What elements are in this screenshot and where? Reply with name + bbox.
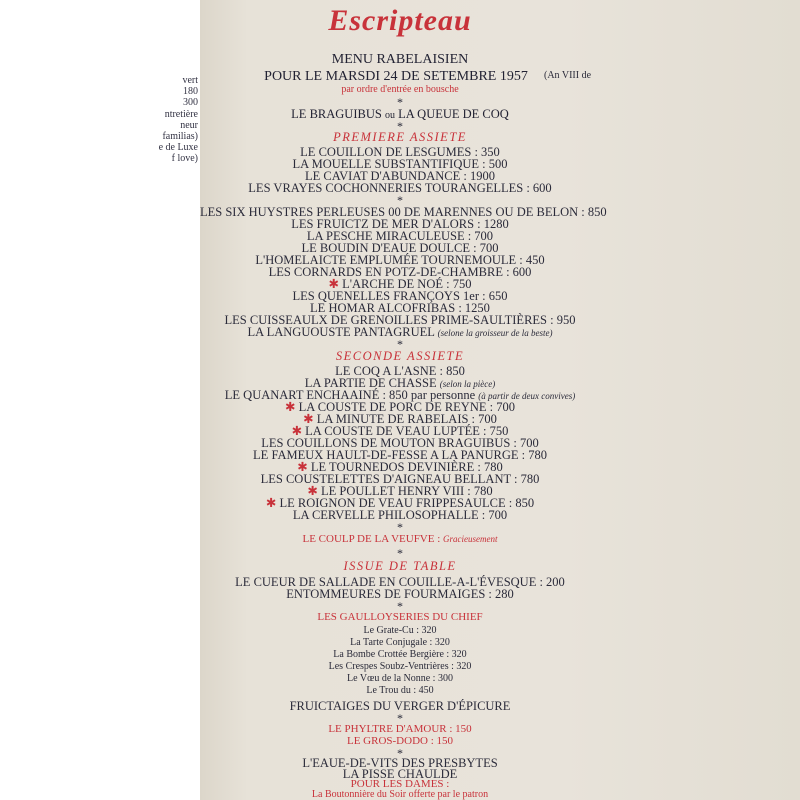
menu-item: LES CORNARDS EN POTZ-DE-CHAMBRE : 600 [268, 265, 532, 279]
menu-item: LA PESCHE MIRACULEUSE : 700 [306, 229, 494, 243]
left-note-1: vert [182, 75, 198, 86]
menu-item-red: LE PHYLTRE D'AMOUR : 150 [328, 723, 472, 735]
menu-item: LE HOMAR ALCOFRIBAS : 1250 [310, 301, 490, 315]
menu-item: LA LANGUOUSTE PANTAGRUEL (selone la groisseur de la beste) [247, 325, 553, 339]
menu-item: ✱ L'ARCHE DE NOÉ : 750 [328, 277, 472, 291]
menu-item: LE COUILLON DE LESGUMES : 350 [300, 145, 500, 159]
menu-item: ✱ LA COUSTE DE PORC DE REYNE : 700 [285, 400, 515, 414]
menu-item: LA MOUELLE SUBSTANTIFIQUE : 500 [292, 157, 508, 171]
menu-item: LES VRAYES COCHONNERIES TOURANGELLES : 600 [248, 181, 552, 195]
section-seconde-assiete: SECONDE ASSIETE [335, 349, 465, 363]
menu-item: LE QUANART ENCHAAINÉ : 850 par personne (à partir de deux convives) [224, 388, 576, 402]
separator-star: * [397, 119, 403, 133]
menu-item: L'HOMELAICTE EMPLUMÉE TOURNEMOULE : 450 [255, 253, 545, 267]
menu-item: LES QUENELLES FRANÇOYS 1er : 650 [292, 289, 508, 303]
menu-item: Les Crespes Soubz-Ventrières : 320 [328, 661, 472, 672]
separator-star: * [397, 520, 403, 534]
section-premiere-assiete: PREMIERE ASSIETE [333, 130, 467, 144]
separator-star: * [397, 746, 403, 760]
menu-item: LE CAVIAT D'ABUNDANCE : 1900 [305, 169, 495, 183]
menu-item: Le Trou du : 450 [366, 685, 434, 696]
red-star-icon: ✱ [285, 400, 299, 414]
an-viii-note: (An VIII de [544, 70, 592, 81]
menu-item: ✱ LE ROIGNON DE VEAU FRIPPESAULCE : 850 [265, 496, 535, 510]
separator-star: * [397, 193, 403, 207]
left-note-3: 300 [183, 97, 198, 108]
pour-les-dames: POUR LES DAMES : [350, 778, 450, 790]
menu-item: LES COUSTELETTES D'AIGNEAU BELLANT : 780 [260, 472, 540, 486]
menu-item: LE CUEUR DE SALLADE EN COUILLE-A-L'ÉVESQUE : 200 [235, 575, 565, 589]
menu-title: Escripteau [328, 4, 472, 37]
left-note-7: e de Luxe [158, 142, 198, 153]
red-star-icon: ✱ [328, 277, 343, 291]
menu-item: FRUICTAIGES DU VERGER D'ÉPICURE [289, 699, 511, 713]
menu-item: LES CUISSEAULX DE GRENOILLES PRIME-SAULTIÈRES : 950 [224, 313, 576, 327]
menu-item: La Tarte Conjugale : 320 [350, 637, 450, 648]
separator-star: * [397, 711, 403, 725]
menu-item: La Bombe Crottée Bergière : 320 [333, 649, 467, 660]
menu-item: LES FRUICTZ DE MER D'ALORS : 1280 [291, 217, 509, 231]
separator-star: * [397, 95, 403, 109]
red-star-icon: ✱ [265, 496, 280, 510]
menu-item: Le Vœu de la Nonne : 300 [347, 673, 453, 684]
opening-braguibus: LE BRAGUIBUS [291, 107, 382, 121]
separator-star: * [397, 599, 403, 613]
menu-item-red: LE GROS-DODO : 150 [346, 735, 454, 747]
opening-queue-de-coq: LA QUEUE DE COQ [398, 107, 509, 121]
menu-item: ✱ LE TOURNEDOS DEVINIÈRE : 780 [297, 460, 503, 474]
coulp-de-la-veufve: LE COULP DE LA VEUFVE : Gracieusement [302, 533, 498, 545]
date-line: POUR LE MARSDI 24 DE SETEMBRE 1957 [264, 69, 528, 84]
menu-item: LE FAMEUX HAULT-DE-FESSE A LA PANURGE : 780 [253, 448, 547, 462]
section-gaulloyseries: LES GAULLOYSERIES DU CHIEF [317, 611, 483, 623]
order-note: par ordre d'entrée en bousche [341, 84, 459, 95]
boutonniere-note: La Boutonnière du Soir offerte par le patron [311, 789, 489, 800]
left-note-2: 180 [183, 86, 198, 97]
red-star-icon: ✱ [297, 460, 311, 474]
section-issue-de-table: ISSUE DE TABLE [343, 559, 457, 573]
red-star-icon: ✱ [307, 484, 321, 498]
menu-item: LE BOUDIN D'EAUE DOULCE : 700 [301, 241, 499, 255]
menu-item: LES COUILLONS DE MOUTON BRAGUIBUS : 700 [261, 436, 539, 450]
left-note-4: ntretière [164, 109, 198, 120]
menu-item: LES SIX HUYSTRES PERLEUSES 00 DE MARENNES OU DE BELON : 850 [200, 205, 607, 219]
left-note-6: familias) [162, 131, 198, 142]
separator-star: * [397, 337, 403, 351]
menu-item: ✱ LA MINUTE DE RABELAIS : 700 [303, 412, 497, 426]
menu-item: ENTOMMEURES DE FOURMAIGES : 280 [286, 587, 514, 601]
left-note-8: f love) [171, 153, 198, 164]
left-note-5: neur [180, 120, 198, 131]
menu-name: MENU RABELAISIEN [331, 52, 469, 67]
menu-item: ✱ LE POULLET HENRY VIII : 780 [307, 484, 493, 498]
menu-item: ✱ LA COUSTE DE VEAU LUPTÉE : 750 [291, 424, 509, 438]
red-star-icon: ✱ [303, 412, 317, 426]
menu-item: LE COQ A L'ASNE : 850 [335, 364, 465, 378]
menu-item: LA PISSE CHAULDE [342, 767, 458, 781]
red-star-icon: ✱ [291, 424, 306, 438]
opening-ou: ou [384, 110, 395, 121]
menu-item: Le Grate-Cu : 320 [363, 625, 437, 636]
menu-item: LA CERVELLE PHILOSOPHALLE : 700 [292, 508, 508, 522]
separator-star: * [397, 546, 403, 560]
menu-item: L'EAUE-DE-VITS DES PRESBYTES [302, 756, 498, 770]
menu-item: LA PARTIE DE CHASSE (selon la pièce) [304, 376, 496, 390]
